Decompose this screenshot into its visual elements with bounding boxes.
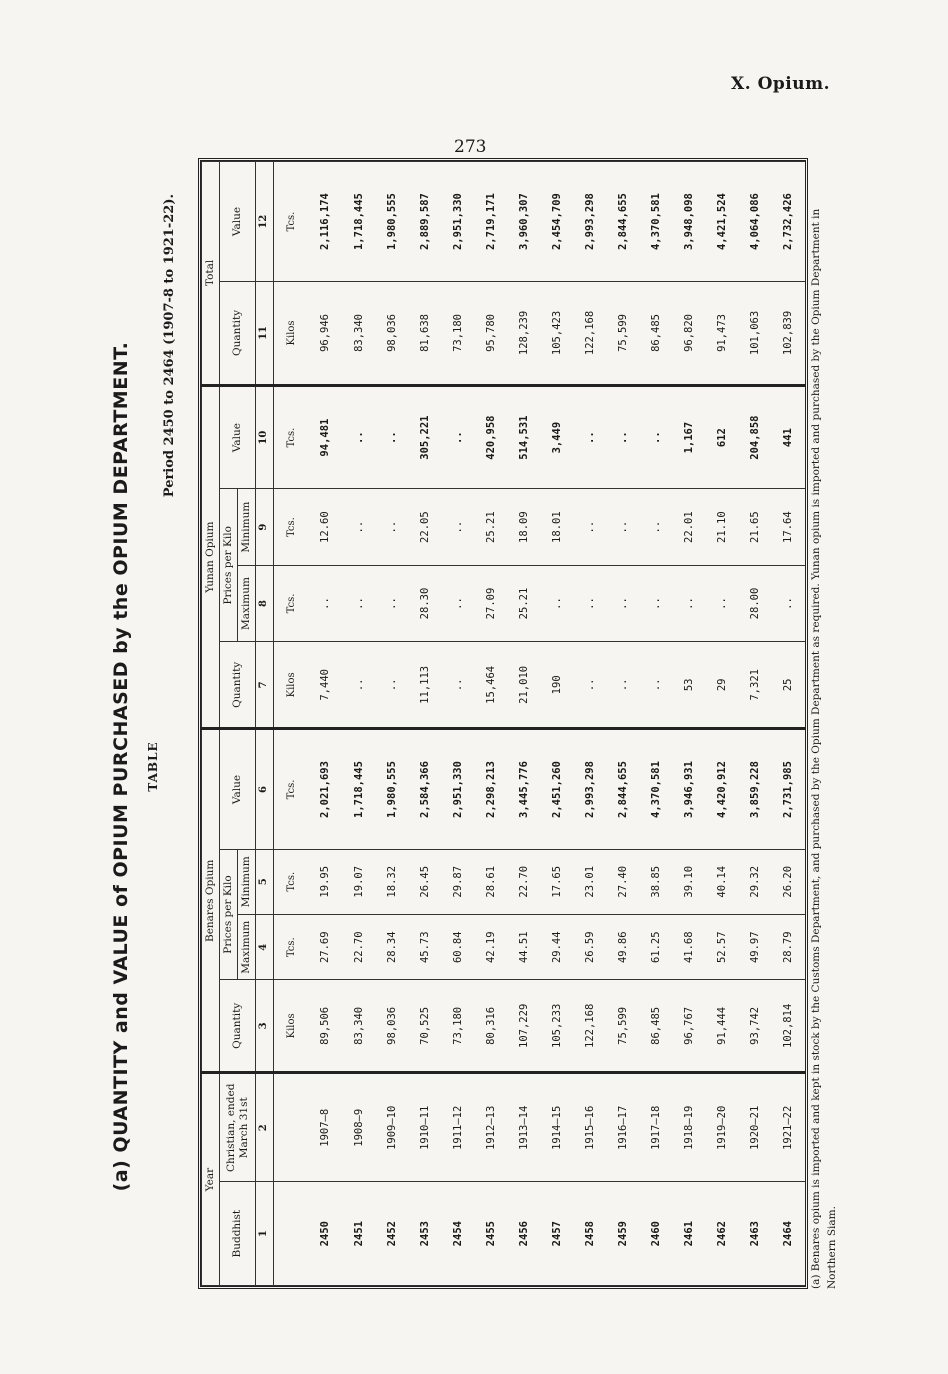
- table-cell: ..: [375, 385, 408, 489]
- table-cell: 2452: [375, 1182, 408, 1286]
- table-cell: 2454: [441, 1182, 474, 1286]
- table-cell: 2,889,587: [408, 162, 441, 282]
- table-cell: 40.14: [706, 849, 739, 914]
- table-cell: 27.09: [474, 565, 507, 641]
- table-frame: [198, 158, 808, 1289]
- table-cell: 60.84: [441, 915, 474, 980]
- table-cell: 93,742: [739, 980, 772, 1073]
- table-row: [673, 162, 706, 1286]
- header-year: Year: [202, 1073, 220, 1286]
- table-cell: 2,719,171: [474, 162, 507, 282]
- table-cell: 1918–19: [673, 1073, 706, 1182]
- table-cell: 19.07: [342, 849, 375, 914]
- table-cell: 107,229: [507, 980, 540, 1073]
- table-cell: 441: [772, 385, 805, 489]
- table-cell: ..: [573, 489, 606, 565]
- table-cell: 21.65: [739, 489, 772, 565]
- column-number: 6: [256, 729, 274, 849]
- table-cell: 2,021,693: [309, 729, 342, 849]
- table-cell: 39.10: [673, 849, 706, 914]
- table-cell: 2453: [408, 1182, 441, 1286]
- table-cell: 1920–21: [739, 1073, 772, 1182]
- table-cell: 21.10: [706, 489, 739, 565]
- table-cell: 41.68: [673, 915, 706, 980]
- table-cell: 1908–9: [342, 1073, 375, 1182]
- unit-cell: Tcs.: [273, 489, 309, 565]
- table-cell: 1,167: [673, 385, 706, 489]
- units-row: [273, 162, 309, 1286]
- header-yunan-minimum: Minimum: [238, 489, 256, 565]
- table-footnote: (a) Benares opium is imported and kept in stock by the Customs Department, and purchased by the Opium Department as required. Yunan opium is imported and purchased by the Opium Department in Northern Siam.: [810, 208, 839, 1289]
- table-cell: 2,298,213: [474, 729, 507, 849]
- table-cell: 3,859,228: [739, 729, 772, 849]
- table-cell: 102,814: [772, 980, 805, 1073]
- table-cell: 2451: [342, 1182, 375, 1286]
- table-cell: 28.00: [739, 565, 772, 641]
- table-cell: 2,116,174: [309, 162, 342, 282]
- table-row: [772, 162, 805, 1286]
- table-cell: 2,584,366: [408, 729, 441, 849]
- table-cell: 2,451,260: [540, 729, 573, 849]
- column-number: 12: [256, 162, 274, 282]
- unit-cell: Kilos: [273, 642, 309, 729]
- table-cell: 26.59: [573, 915, 606, 980]
- table-cell: ..: [706, 565, 739, 641]
- table-cell: 204,858: [739, 385, 772, 489]
- table-cell: 3,449: [540, 385, 573, 489]
- table-cell: 96,820: [673, 282, 706, 386]
- column-number: 10: [256, 385, 274, 489]
- table-cell: 22.70: [342, 915, 375, 980]
- header-benares-prices: Prices per Kilo: [220, 849, 238, 980]
- table-cell: ..: [573, 642, 606, 729]
- table-cell: ..: [640, 489, 673, 565]
- table-cell: 98,036: [375, 282, 408, 386]
- table-cell: 1915–16: [573, 1073, 606, 1182]
- column-number-row: [256, 162, 274, 1286]
- table-cell: ..: [673, 565, 706, 641]
- table-cell: 1,718,445: [342, 729, 375, 849]
- table-cell: 94,481: [309, 385, 342, 489]
- header-yunan-maximum: Maximum: [238, 565, 256, 641]
- table-label: TABLE: [146, 741, 160, 792]
- header-christian: Christian, ended March 31st: [220, 1073, 256, 1182]
- opium-table: [201, 161, 805, 1286]
- table-cell: 3,960,307: [507, 162, 540, 282]
- table-cell: 2461: [673, 1182, 706, 1286]
- unit-cell: [273, 1182, 309, 1286]
- table-cell: ..: [540, 565, 573, 641]
- table-cell: 102,839: [772, 282, 805, 386]
- table-cell: ..: [342, 565, 375, 641]
- table-cell: 2,731,985: [772, 729, 805, 849]
- table-row: [441, 162, 474, 1286]
- header-yunan-value: Value: [220, 385, 256, 489]
- table-row: [342, 162, 375, 1286]
- table-cell: ..: [441, 642, 474, 729]
- table-cell: 25.21: [507, 565, 540, 641]
- table-cell: 2,993,298: [573, 162, 606, 282]
- table-cell: ..: [573, 385, 606, 489]
- table-cell: ..: [607, 642, 640, 729]
- table-cell: 26.20: [772, 849, 805, 914]
- table-cell: 122,168: [573, 980, 606, 1073]
- table-cell: 2,993,298: [573, 729, 606, 849]
- table-cell: 22.70: [507, 849, 540, 914]
- table-cell: 17.65: [540, 849, 573, 914]
- table-cell: 1910–11: [408, 1073, 441, 1182]
- table-cell: 21,010: [507, 642, 540, 729]
- table-cell: 53: [673, 642, 706, 729]
- column-number: 3: [256, 980, 274, 1073]
- table-cell: 2450: [309, 1182, 342, 1286]
- table-cell: 38.85: [640, 849, 673, 914]
- header-buddhist: Buddhist: [220, 1182, 256, 1286]
- table-row: [640, 162, 673, 1286]
- table-row: [573, 162, 606, 1286]
- table-title: (a) QUANTITY and VALUE of OPIUM PURCHASED by the OPIUM DEPARTMENT.: [110, 341, 132, 1192]
- table-cell: 1911–12: [441, 1073, 474, 1182]
- table-cell: 75,599: [607, 282, 640, 386]
- table-cell: 305,221: [408, 385, 441, 489]
- table-cell: ..: [640, 385, 673, 489]
- table-cell: 2459: [607, 1182, 640, 1286]
- header-row-sub: [220, 162, 238, 1286]
- table-cell: 1,718,445: [342, 162, 375, 282]
- table-cell: 2463: [739, 1182, 772, 1286]
- table-cell: 29: [706, 642, 739, 729]
- table-cell: ..: [342, 385, 375, 489]
- header-benares: Benares Opium: [202, 729, 220, 1073]
- table-cell: 12.60: [309, 489, 342, 565]
- table-cell: 25.21: [474, 489, 507, 565]
- table-cell: 101,063: [739, 282, 772, 386]
- table-body: [273, 162, 805, 1286]
- table-row: [507, 162, 540, 1286]
- table-cell: 3,445,776: [507, 729, 540, 849]
- unit-cell: Tcs.: [273, 915, 309, 980]
- table-cell: 2458: [573, 1182, 606, 1286]
- table-period: Period 2450 to 2464 (1907-8 to 1921-22).: [162, 194, 177, 498]
- table-cell: 81,638: [408, 282, 441, 386]
- table-cell: 190: [540, 642, 573, 729]
- unit-cell: Tcs.: [273, 849, 309, 914]
- table-cell: 28.61: [474, 849, 507, 914]
- table-row: [474, 162, 507, 1286]
- table-cell: 96,767: [673, 980, 706, 1073]
- table-row: [375, 162, 408, 1286]
- table-cell: 73,180: [441, 980, 474, 1073]
- table-cell: 91,444: [706, 980, 739, 1073]
- table-cell: 28.79: [772, 915, 805, 980]
- table-cell: 11,113: [408, 642, 441, 729]
- table-cell: 612: [706, 385, 739, 489]
- table-cell: ..: [342, 489, 375, 565]
- header-total: Total: [202, 162, 220, 386]
- header-benares-value: Value: [220, 729, 256, 849]
- section-title: X. Opium.: [731, 74, 830, 94]
- unit-cell: Kilos: [273, 980, 309, 1073]
- table-cell: 2,951,330: [441, 729, 474, 849]
- table-cell: 2462: [706, 1182, 739, 1286]
- table-row: [408, 162, 441, 1286]
- table-cell: 105,233: [540, 980, 573, 1073]
- table-cell: 83,340: [342, 980, 375, 1073]
- table-cell: 420,958: [474, 385, 507, 489]
- table-cell: ..: [441, 565, 474, 641]
- header-yunan: Yunan Opium: [202, 385, 220, 729]
- table-cell: 29.32: [739, 849, 772, 914]
- header-benares-minimum: Minimum: [238, 849, 256, 914]
- table-cell: 1914–15: [540, 1073, 573, 1182]
- table-cell: 29.87: [441, 849, 474, 914]
- table-cell: 1912–13: [474, 1073, 507, 1182]
- page-number: 273: [454, 137, 487, 157]
- column-number: 9: [256, 489, 274, 565]
- table-cell: 28.30: [408, 565, 441, 641]
- table-cell: 1917–18: [640, 1073, 673, 1182]
- header-yunan-prices: Prices per Kilo: [220, 489, 238, 642]
- table-cell: 52.57: [706, 915, 739, 980]
- table-cell: 70,525: [408, 980, 441, 1073]
- table-cell: ..: [375, 642, 408, 729]
- table-row: [607, 162, 640, 1286]
- table-cell: 7,440: [309, 642, 342, 729]
- table-cell: 2457: [540, 1182, 573, 1286]
- table-cell: 2,732,426: [772, 162, 805, 282]
- table-cell: 80,316: [474, 980, 507, 1073]
- header-total-value: Value: [220, 162, 256, 282]
- table-cell: ..: [640, 642, 673, 729]
- table-cell: 45.73: [408, 915, 441, 980]
- table-cell: 17.64: [772, 489, 805, 565]
- table-cell: 4,370,581: [640, 162, 673, 282]
- table-cell: 18.09: [507, 489, 540, 565]
- table-cell: 2,844,655: [607, 729, 640, 849]
- table-cell: ..: [607, 489, 640, 565]
- table-row: [540, 162, 573, 1286]
- table-cell: 44.51: [507, 915, 540, 980]
- table-cell: 4,421,524: [706, 162, 739, 282]
- table-cell: 4,420,912: [706, 729, 739, 849]
- header-yunan-quantity: Quantity: [220, 642, 256, 729]
- table-cell: ..: [607, 385, 640, 489]
- table-cell: ..: [441, 385, 474, 489]
- table-cell: 22.01: [673, 489, 706, 565]
- table-cell: 514,531: [507, 385, 540, 489]
- column-number: 4: [256, 915, 274, 980]
- table-cell: ..: [375, 489, 408, 565]
- table-cell: 29.44: [540, 915, 573, 980]
- table-cell: 1913–14: [507, 1073, 540, 1182]
- table-cell: 28.34: [375, 915, 408, 980]
- table-cell: 27.69: [309, 915, 342, 980]
- table-cell: 4,064,086: [739, 162, 772, 282]
- table-cell: 2,844,655: [607, 162, 640, 282]
- table-cell: ..: [607, 565, 640, 641]
- table-cell: 75,599: [607, 980, 640, 1073]
- table-cell: 83,340: [342, 282, 375, 386]
- table-cell: ..: [441, 489, 474, 565]
- table-cell: 2456: [507, 1182, 540, 1286]
- table-cell: 1,980,555: [375, 729, 408, 849]
- table-cell: 15,464: [474, 642, 507, 729]
- unit-cell: Tcs.: [273, 729, 309, 849]
- column-number: 5: [256, 849, 274, 914]
- table-cell: 86,485: [640, 980, 673, 1073]
- table-cell: 1916–17: [607, 1073, 640, 1182]
- table-cell: 98,036: [375, 980, 408, 1073]
- column-number: 7: [256, 642, 274, 729]
- table-cell: 1919–20: [706, 1073, 739, 1182]
- table-cell: 2464: [772, 1182, 805, 1286]
- table-row: [309, 162, 342, 1286]
- table-cell: 128,239: [507, 282, 540, 386]
- table-cell: ..: [309, 565, 342, 641]
- table-cell: 3,946,931: [673, 729, 706, 849]
- table-cell: ..: [342, 642, 375, 729]
- table-cell: 22.05: [408, 489, 441, 565]
- unit-cell: Tcs.: [273, 385, 309, 489]
- rotated-table-block: [110, 159, 840, 1374]
- table-cell: 95,780: [474, 282, 507, 386]
- column-number: 2: [256, 1073, 274, 1182]
- column-number: 1: [256, 1182, 274, 1286]
- header-row-groups: [202, 162, 220, 1286]
- table-cell: ..: [375, 565, 408, 641]
- table-cell: 25: [772, 642, 805, 729]
- table-row: [739, 162, 772, 1286]
- unit-cell: Tcs.: [273, 162, 309, 282]
- table-cell: 18.01: [540, 489, 573, 565]
- table-cell: 73,180: [441, 282, 474, 386]
- table-cell: ..: [640, 565, 673, 641]
- table-row: [706, 162, 739, 1286]
- table-cell: 1921–22: [772, 1073, 805, 1182]
- unit-cell: [273, 1073, 309, 1182]
- table-cell: 27.40: [607, 849, 640, 914]
- table-cell: ..: [573, 565, 606, 641]
- table-cell: 26.45: [408, 849, 441, 914]
- header-benares-maximum: Maximum: [238, 915, 256, 980]
- table-cell: 4,370,581: [640, 729, 673, 849]
- unit-cell: Kilos: [273, 282, 309, 386]
- table-cell: 19.95: [309, 849, 342, 914]
- table-cell: 1,980,555: [375, 162, 408, 282]
- table-cell: 2460: [640, 1182, 673, 1286]
- table-cell: 3,948,098: [673, 162, 706, 282]
- header-total-quantity: Quantity: [220, 282, 256, 386]
- table-cell: 7,321: [739, 642, 772, 729]
- table-cell: 91,473: [706, 282, 739, 386]
- table-cell: 1909–10: [375, 1073, 408, 1182]
- unit-cell: Tcs.: [273, 565, 309, 641]
- table-cell: 122,168: [573, 282, 606, 386]
- table-cell: ..: [772, 565, 805, 641]
- table-cell: 61.25: [640, 915, 673, 980]
- table-cell: 89,506: [309, 980, 342, 1073]
- table-cell: 86,485: [640, 282, 673, 386]
- header-benares-quantity: Quantity: [220, 980, 256, 1073]
- column-number: 11: [256, 282, 274, 386]
- table-cell: 2,454,709: [540, 162, 573, 282]
- table-cell: 105,423: [540, 282, 573, 386]
- table-cell: 2,951,330: [441, 162, 474, 282]
- table-cell: 2455: [474, 1182, 507, 1286]
- column-number: 8: [256, 565, 274, 641]
- table-cell: 49.97: [739, 915, 772, 980]
- table-cell: 23.01: [573, 849, 606, 914]
- table-cell: 42.19: [474, 915, 507, 980]
- table-cell: 1907–8: [309, 1073, 342, 1182]
- table-cell: 18.32: [375, 849, 408, 914]
- table-cell: 96,946: [309, 282, 342, 386]
- table-cell: 49.86: [607, 915, 640, 980]
